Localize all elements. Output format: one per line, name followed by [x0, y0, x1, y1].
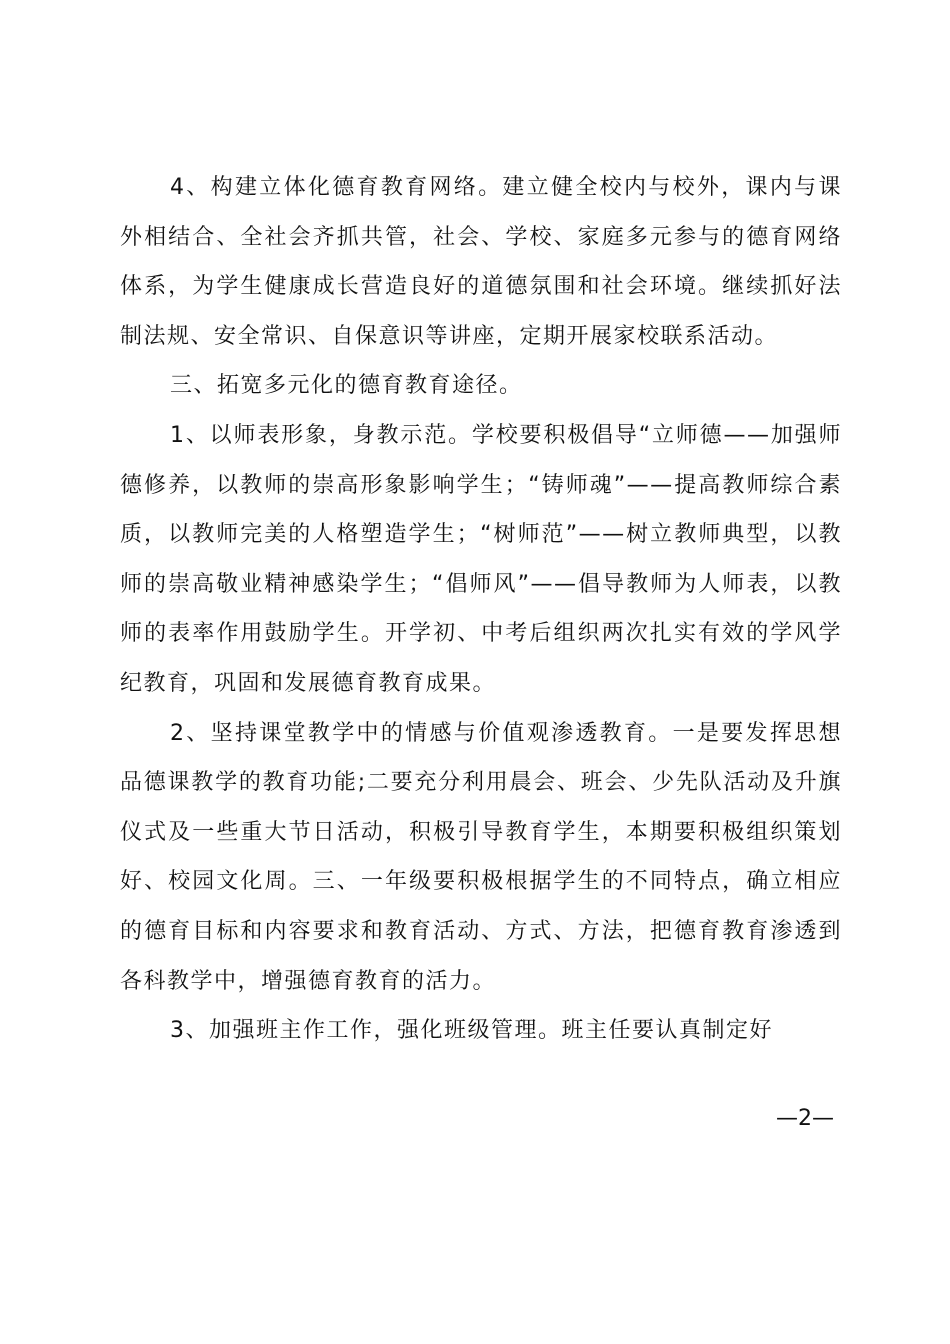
section-heading-approaches: 三、拓宽多元化的德育教育途径。	[170, 373, 523, 399]
paragraph-teacher-example: 1、以师表形象，身教示范。学校要积极倡导“立师德——加强师德修养，以教师的崇高形象影响学生；“铸师魂”——提高教师综合素质，以教师完美的人格塑造学生；“树师范”——树立教师典型，以教师的崇高敬业精神感染学生；“倡师风”——倡导教师为人师表，以教师的表率作用鼓励学生。开学初、中考后组织两次扎实有效的学风学纪教育，巩固和发展德育教育成果。	[120, 422, 842, 696]
paragraph-class-management: 3、加强班主作工作，强化班级管理。班主任要认真制定好	[170, 1018, 773, 1044]
paragraph-network: 4、构建立体化德育教育网络。建立健全校内与校外，课内与课外相结合、全社会齐抓共管，社会、学校、家庭多元参与的德育网络体系，为学生健康成长营造良好的道德氛围和社会环境。继续抓好法制法规、安全常识、自保意识等讲座，定期开展家校联系活动。	[120, 175, 842, 349]
paragraph-classroom-education: 2、坚持课堂教学中的情感与价值观渗透教育。一是要发挥思想品德课教学的教育功能;二要充分利用晨会、班会、少先队活动及升旗仪式及一些重大节日活动，积极引导教育学生，本期要积极组织策划好、校园文化周。三、一年级要积极根据学生的不同特点，确立相应的德育目标和内容要求和教育活动、方式、方法，把德育教育渗透到各科教学中，增强德育教育的活力。	[120, 720, 842, 994]
document-body	[120, 163, 842, 1056]
page-number: —2—	[776, 1106, 834, 1131]
